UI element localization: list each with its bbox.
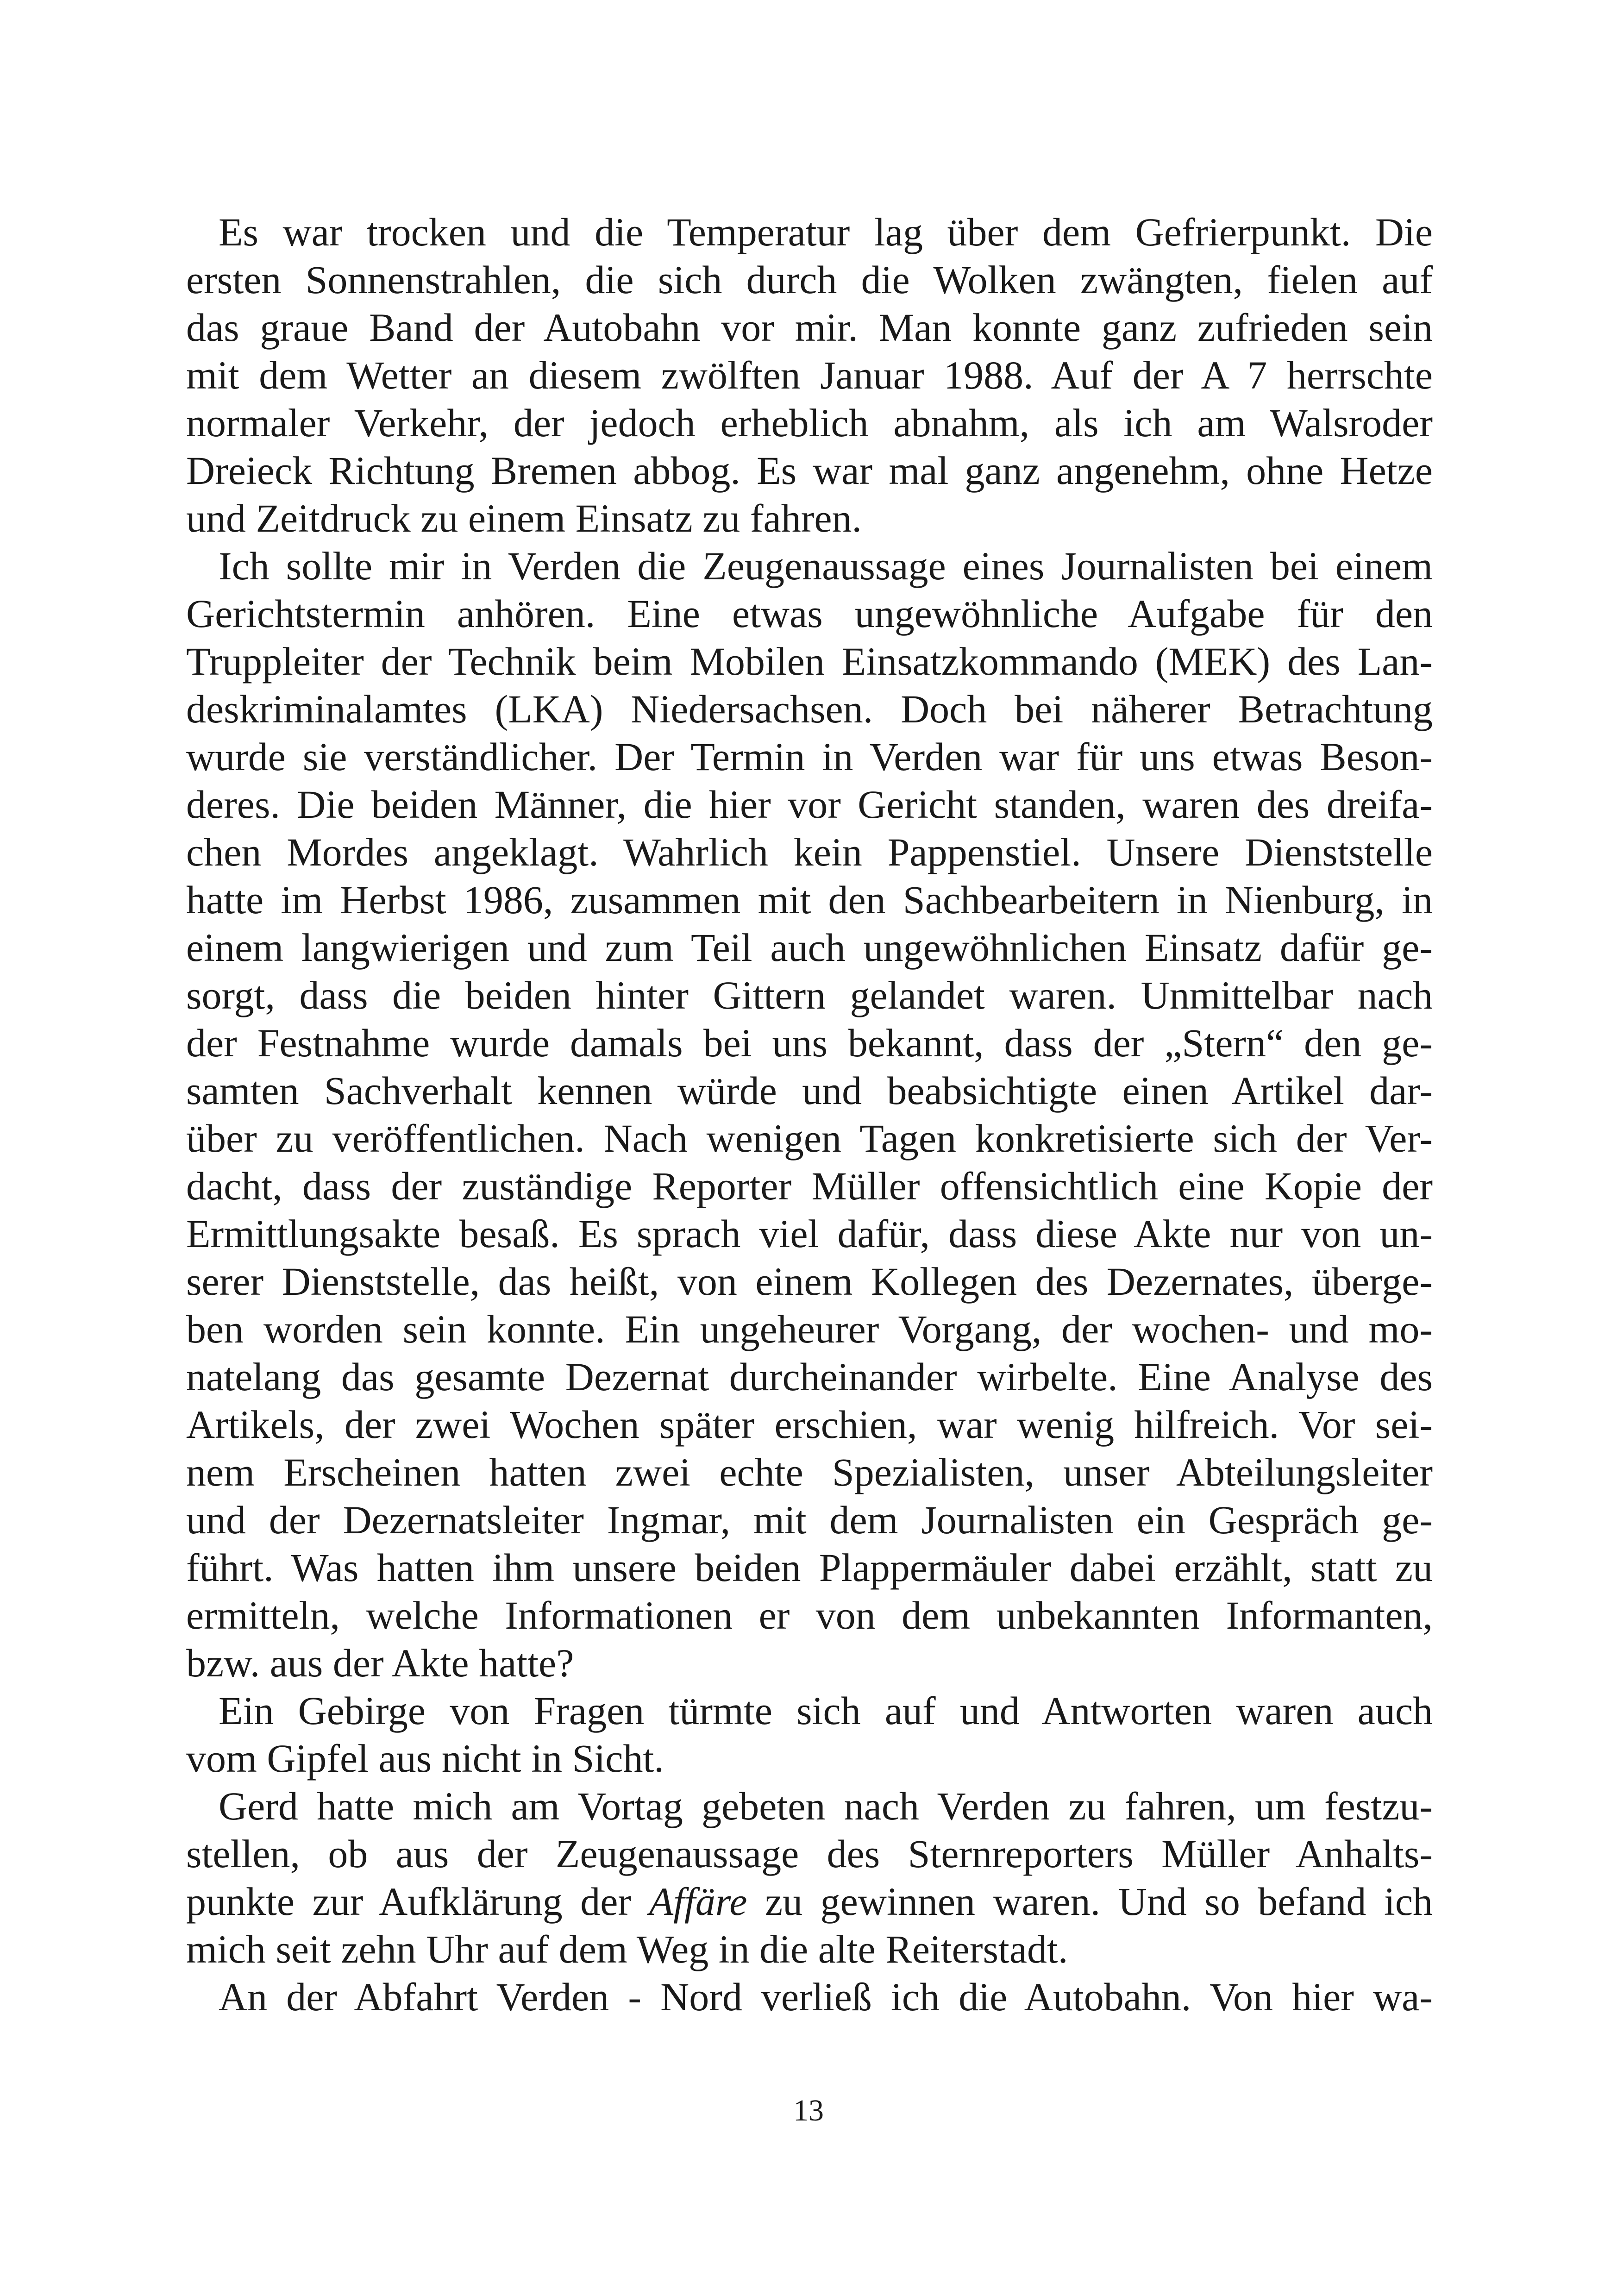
text-line: stellen, ob aus der Zeugenaussage des Sternreporters Müller Anhalts- — [186, 1832, 1433, 1876]
text-line: sorgt, dass die beiden hinter Gittern gelandet waren. Unmittelbar nach — [186, 973, 1433, 1017]
text-line: wurde sie verständlicher. Der Termin in Verden war für uns etwas Beson- — [186, 734, 1433, 779]
text-line: ermitteln, welche Informationen er von dem unbekannten Informanten, — [186, 1593, 1433, 1637]
text-line: Gerd hatte mich am Vortag gebeten nach Verden zu fahren, um festzu- — [219, 1784, 1433, 1828]
text-line: ben worden sein konnte. Ein ungeheurer Vorgang, der wochen- und mo- — [186, 1307, 1433, 1351]
text-line: deskriminalamtes (LKA) Niedersachsen. Doch bei näherer Betrachtung — [186, 687, 1433, 731]
text-line: über zu veröffentlichen. Nach wenigen Tagen konkretisierte sich der Ver- — [186, 1116, 1433, 1161]
text-line: ersten Sonnenstrahlen, die sich durch die Wolken zwängten, fielen auf — [186, 257, 1433, 302]
body-text — [186, 208, 1433, 2070]
text-line: dacht, dass der zuständige Reporter Müller offensichtlich eine Kopie der — [186, 1164, 1433, 1208]
text-line: Truppleiter der Technik beim Mobilen Einsatzkommando (MEK) des Lan- — [186, 639, 1433, 684]
text-line: hatte im Herbst 1986, zusammen mit den Sachbearbeitern in Nienburg, in — [186, 878, 1433, 922]
text-line: natelang das gesamte Dezernat durcheinander wirbelte. Eine Analyse des — [186, 1355, 1433, 1399]
text-line: nem Erscheinen hatten zwei echte Spezialisten, unser Abteilungsleiter — [186, 1450, 1433, 1494]
italic-term: Affäre — [649, 1879, 747, 1924]
text-line: der Festnahme wurde damals bei uns bekannt, dass der „Stern“ den ge- — [186, 1021, 1433, 1065]
text-line: das graue Band der Autobahn vor mir. Man konnte ganz zufrieden sein — [186, 305, 1433, 350]
text-segment: zu gewinnen waren. Und so befand ich — [747, 1879, 1433, 1924]
text-line: mit dem Wetter an diesem zwölften Januar 1988. Auf der A 7 herrschte — [186, 353, 1433, 397]
text-line: Gerichtstermin anhören. Eine etwas ungewöhnliche Aufgabe für den — [186, 591, 1433, 636]
text-line: Ein Gebirge von Fragen türmte sich auf und Antworten waren auch — [219, 1688, 1433, 1733]
text-line: und der Dezernatsleiter Ingmar, mit dem Journalisten ein Gespräch ge- — [186, 1498, 1433, 1542]
text-segment: punkte zur Aufklärung der — [186, 1879, 649, 1924]
text-line: bzw. aus der Akte hatte? — [186, 1641, 574, 1685]
text-line: normaler Verkehr, der jedoch erheblich abnahm, als ich am Walsroder — [186, 401, 1433, 445]
text-line: mich seit zehn Uhr auf dem Weg in die alte Reiterstadt. — [186, 1927, 1068, 1971]
text-line: einem langwierigen und zum Teil auch ungewöhnlichen Einsatz dafür ge- — [186, 925, 1433, 970]
text-line: führt. Was hatten ihm unsere beiden Plappermäuler dabei erzählt, statt zu — [186, 1545, 1433, 1590]
text-line: deres. Die beiden Männer, die hier vor Gericht standen, waren des dreifa- — [186, 782, 1433, 827]
text-line: serer Dienststelle, das heißt, von einem Kollegen des Dezernates, überge- — [186, 1259, 1433, 1304]
text-line: An der Abfahrt Verden - Nord verließ ich die Autobahn. Von hier wa- — [219, 1975, 1433, 2019]
text-line: und Zeitdruck zu einem Einsatz zu fahren. — [186, 496, 862, 540]
text-line: Ermittlungsakte besaß. Es sprach viel dafür, dass diese Akte nur von un- — [186, 1211, 1433, 1256]
text-line: Dreieck Richtung Bremen abbog. Es war mal ganz angenehm, ohne Hetze — [186, 448, 1433, 493]
page-number: 13 — [793, 2094, 824, 2127]
text-line: Es war trocken und die Temperatur lag über dem Gefrierpunkt. Die — [219, 210, 1433, 254]
text-line: chen Mordes angeklagt. Wahrlich kein Pappenstiel. Unsere Dienststelle — [186, 830, 1433, 874]
text-line: Artikels, der zwei Wochen später erschien, war wenig hilfreich. Vor sei- — [186, 1402, 1433, 1447]
text-line: samten Sachverhalt kennen würde und beabsichtigte einen Artikel dar- — [186, 1068, 1433, 1113]
text-line: Ich sollte mir in Verden die Zeugenaussage eines Journalisten bei einem — [219, 544, 1433, 588]
text-line — [186, 1878, 1433, 1926]
text-line: vom Gipfel aus nicht in Sicht. — [186, 1736, 664, 1781]
